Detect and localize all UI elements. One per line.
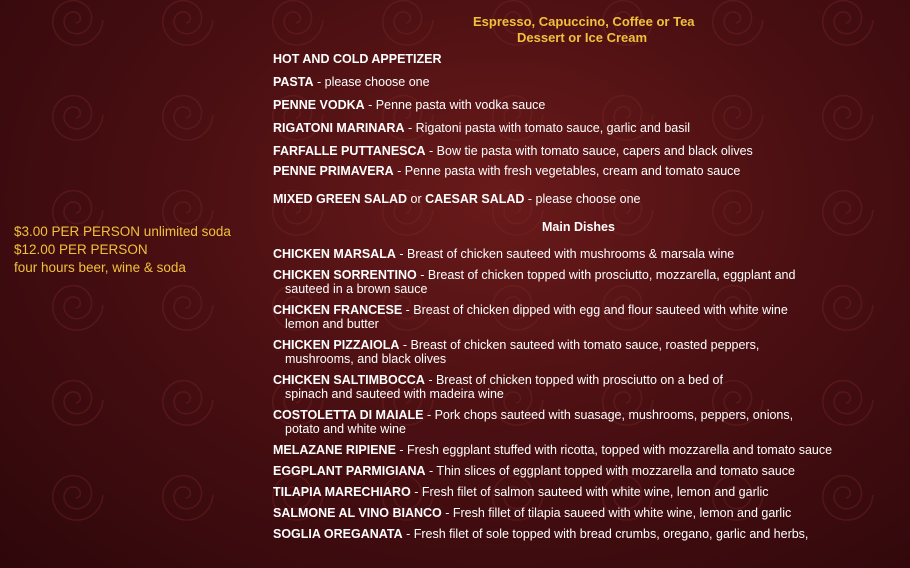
swirl-ornament <box>53 476 103 521</box>
salad-choice: MIXED GREEN SALAD or CAESAR SALAD - please choose one <box>273 192 641 206</box>
swirl-ornament <box>823 1 873 46</box>
menu-item-salmone-al-vino-bianco: SALMONE AL VINO BIANCO - Fresh fillet of tilapia saueed with white wine, lemon and garlic <box>273 506 792 520</box>
drink-pricing <box>14 223 231 277</box>
swirl-ornament <box>823 381 873 426</box>
pasta-heading: PASTA - please choose one <box>273 75 430 89</box>
dessert-line: Dessert or Ice Cream <box>517 30 648 45</box>
swirl-ornament <box>823 96 873 141</box>
swirl-ornament <box>53 1 103 46</box>
soda-price-line: $3.00 PER PERSON unlimited soda <box>14 224 231 239</box>
menu-item-melazane-ripiene: MELAZANE RIPIENE - Fresh eggplant stuffed with ricotta, topped with mozzarella and tomato sauce <box>273 443 833 457</box>
bar-price-line: $12.00 PER PERSON <box>14 242 148 257</box>
swirl-ornament <box>823 286 873 331</box>
swirl-ornament <box>163 96 213 141</box>
swirl-ornament <box>163 286 213 331</box>
swirl-ornament <box>273 1 323 46</box>
swirl-ornament <box>53 286 103 331</box>
swirl-ornament <box>823 191 873 236</box>
swirl-ornament <box>53 381 103 426</box>
bar-description-line: four hours beer, wine & soda <box>14 260 186 275</box>
swirl-ornament <box>53 96 103 141</box>
menu-item-penne-vodka: PENNE VODKA - Penne pasta with vodka sauce <box>273 98 546 112</box>
menu-item-tilapia-marechiaro: TILAPIA MARECHIARO - Fresh filet of salmon sauteed with white wine, lemon and garlic <box>273 485 769 499</box>
swirl-ornament <box>713 96 763 141</box>
menu-item-rigatoni-marinara: RIGATONI MARINARA - Rigatoni pasta with tomato sauce, garlic and basil <box>273 121 691 135</box>
menu-item-chicken-francese: CHICKEN FRANCESE - Breast of chicken dipped with egg and flour sauteed with white wine lemon and butter <box>273 303 788 331</box>
menu-item-penne-primavera: PENNE PRIMAVERA - Penne pasta with fresh vegetables, cream and tomato sauce <box>273 164 741 178</box>
swirl-ornament <box>713 191 763 236</box>
main-dishes-title: Main Dishes <box>542 220 615 234</box>
menu-item-eggplant-parmigiana: EGGPLANT PARMIGIANA - Thin slices of eggplant topped with mozzarella and tomato sauce <box>273 464 795 478</box>
menu-item-chicken-pizzaiola: CHICKEN PIZZAIOLA - Breast of chicken sauteed with tomato sauce, roasted peppers, mushrooms, and black olives <box>273 338 760 366</box>
swirl-ornament <box>163 476 213 521</box>
swirl-ornament <box>383 1 433 46</box>
swirl-ornament <box>163 1 213 46</box>
menu-item-chicken-saltimbocca: CHICKEN SALTIMBOCCA - Breast of chicken topped with prosciutto on a bed of spinach and sauteed with madeira wine <box>273 373 723 401</box>
appetizer-title: HOT AND COLD APPETIZER <box>273 52 442 66</box>
menu-item-chicken-marsala: CHICKEN MARSALA - Breast of chicken sauteed with mushrooms & marsala wine <box>273 247 735 261</box>
beverage-line: Espresso, Capuccino, Coffee or Tea <box>473 14 695 29</box>
swirl-ornament <box>163 381 213 426</box>
menu-item-farfalle-puttanesca: FARFALLE PUTTANESCA - Bow tie pasta with tomato sauce, capers and black olives <box>273 144 753 158</box>
menu-item-chicken-sorrentino: CHICKEN SORRENTINO - Breast of chicken topped with prosciutto, mozzarella, eggplant and sauteed in a brown sauce <box>273 268 796 296</box>
swirl-ornament <box>713 1 763 46</box>
menu-item-soglia-oreganata: SOGLIA OREGANATA - Fresh filet of sole topped with bread crumbs, oregano, garlic and herbs, <box>273 527 809 541</box>
menu-item-costoletta-di-maiale: COSTOLETTA DI MAIALE - Pork chops sauteed with suasage, mushrooms, peppers, onions, potato and white wine <box>273 408 794 436</box>
swirl-ornament <box>823 476 873 521</box>
